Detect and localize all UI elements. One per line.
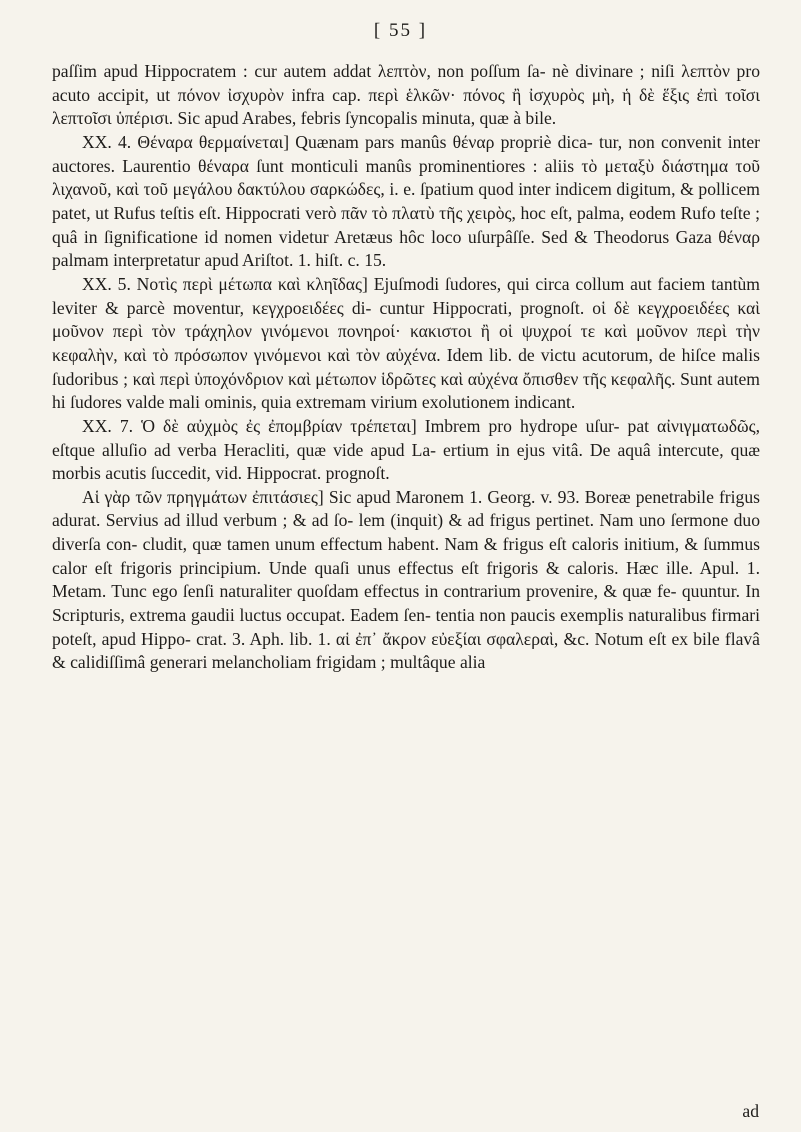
paragraph-4: XX. 7. Ὁ δὲ αὐχμὸς ἐς ἐπομβρίαν τρέπεται] Imbrem pro hydrope uſur- pat αἰνιγματωδῶς, eſtque alluſio ad verba Heracliti, quæ vide apud La- ertium in ejus vitâ. De aquâ intercute, quæ morbis acutis ſuccedit, vid. Hippocrat. prognoſt. bbox=[52, 415, 760, 484]
paragraph-3: XX. 5. Νοτὶς περὶ μέτωπα καὶ κληῖδας] Ejuſmodi ſudores, qui circa collum aut faciem tantùm leviter & parcè moventur, κεγχροειδέες di- cuntur Hippocrati, prognoſt. οἱ δὲ κεγχροειδέες καὶ μοῦνον περὶ τὸν τράχηλον γινόμενοι πονηροί· κακιστοι ἢ οἱ ψυχροί τε καὶ μοῦνον περὶ τὴν κεφαλὴν, καὶ τὸ πρόσωπον γινόμενοι καὶ τὸν αὐχένα. Idem lib. de victu acutorum, de hiſce malis ſudoribus ; καὶ περὶ ὑποχόνδριον καὶ μέτωπον ἱδρῶτες καὶ αὐχένα ὄπισθεν τῆς κεφαλῆς. Sunt autem hi ſudores valde mali ominis, quia extremam virium exolutionem indicant. bbox=[52, 273, 760, 413]
paragraph-5: Αἱ γὰρ τῶν πρηγμάτων ἐπιτάσιες] Sic apud Maronem 1. Georg. v. 93. Boreæ penetrabile frigus adurat. Servius ad illud verbum ; & ad ſo- lem (inquit) & ad frigus pertinet. Nam uno ſermone duo diverſa con- cludit, quæ tamen unum effectum habent. Nam & frigus eſt caloris initium, & ſummus calor eſt frigoris principium. Unde quaſi unus effectus eſt frigoris & caloris. Hæc ille. Apul. 1. Metam. Tunc ego ſenſi naturaliter quoſdam effectus in contrarium provenire, & quæ fe- quuntur. In Scripturis, extrema gaudii luctus occupat. Eadem ſen- tentia non paucis exemplis naturalibus firmari poteſt, apud Hippo- crat. 3. Aph. lib. 1. αἱ ἐπ᾿ ἄκρον εὐεξίαι σφαλεραὶ, &c. Notum eſt ex bile flavâ & calidiſſimâ generari melancholiam frigidam ; multâque alia bbox=[52, 486, 760, 673]
paragraph-2: XX. 4. Θέναρα θερμαίνεται] Quænam pars manûs θέναρ propriè dica- tur, non convenit inter auctores. Laurentio θέναρα ſunt monticuli manûs prominentiores : aliis τὸ μεταξὺ διάστημα τοῦ λιχανοῦ, καὶ τοῦ μεγάλου δακτύλου σαρκώδες, i. e. ſpatium quod inter indicem digitum, & pollicem patet, ut Rufus teſtis eſt. Hippocrati verò πᾶν τὸ πλατὺ τῆς χειρὸς, hoc eſt, palma, eodem Rufo teſte ; quâ in ſignificatione id nomen videtur Aretæus hôc loco uſurpâſſe. Sed & Theodorus Gaza θέναρ palmam interpretatur apud Ariſtot. 1. hiſt. c. 15. bbox=[52, 131, 760, 271]
page-number: [ 55 ] bbox=[373, 20, 428, 41]
text-body bbox=[52, 60, 760, 675]
catchword: ad bbox=[742, 1101, 759, 1121]
paragraph-1: paſſim apud Hippocratem : cur autem addat λεπτὸν, non poſſum ſa- nè divinare ; niſi λεπτὸν pro acuto accipit, ut πόνον ἰσχυρὸν infra cap. περὶ ἑλκῶν· πόνος ἢ ἰσχυρὸς μὴ, ἡ δὲ ἕξις ἐπὶ τοῖσι λεπτοῖσι ὑπέρισι. Sic apud Arabes, febris ſyncopalis minuta, quæ à bile. bbox=[52, 61, 760, 129]
